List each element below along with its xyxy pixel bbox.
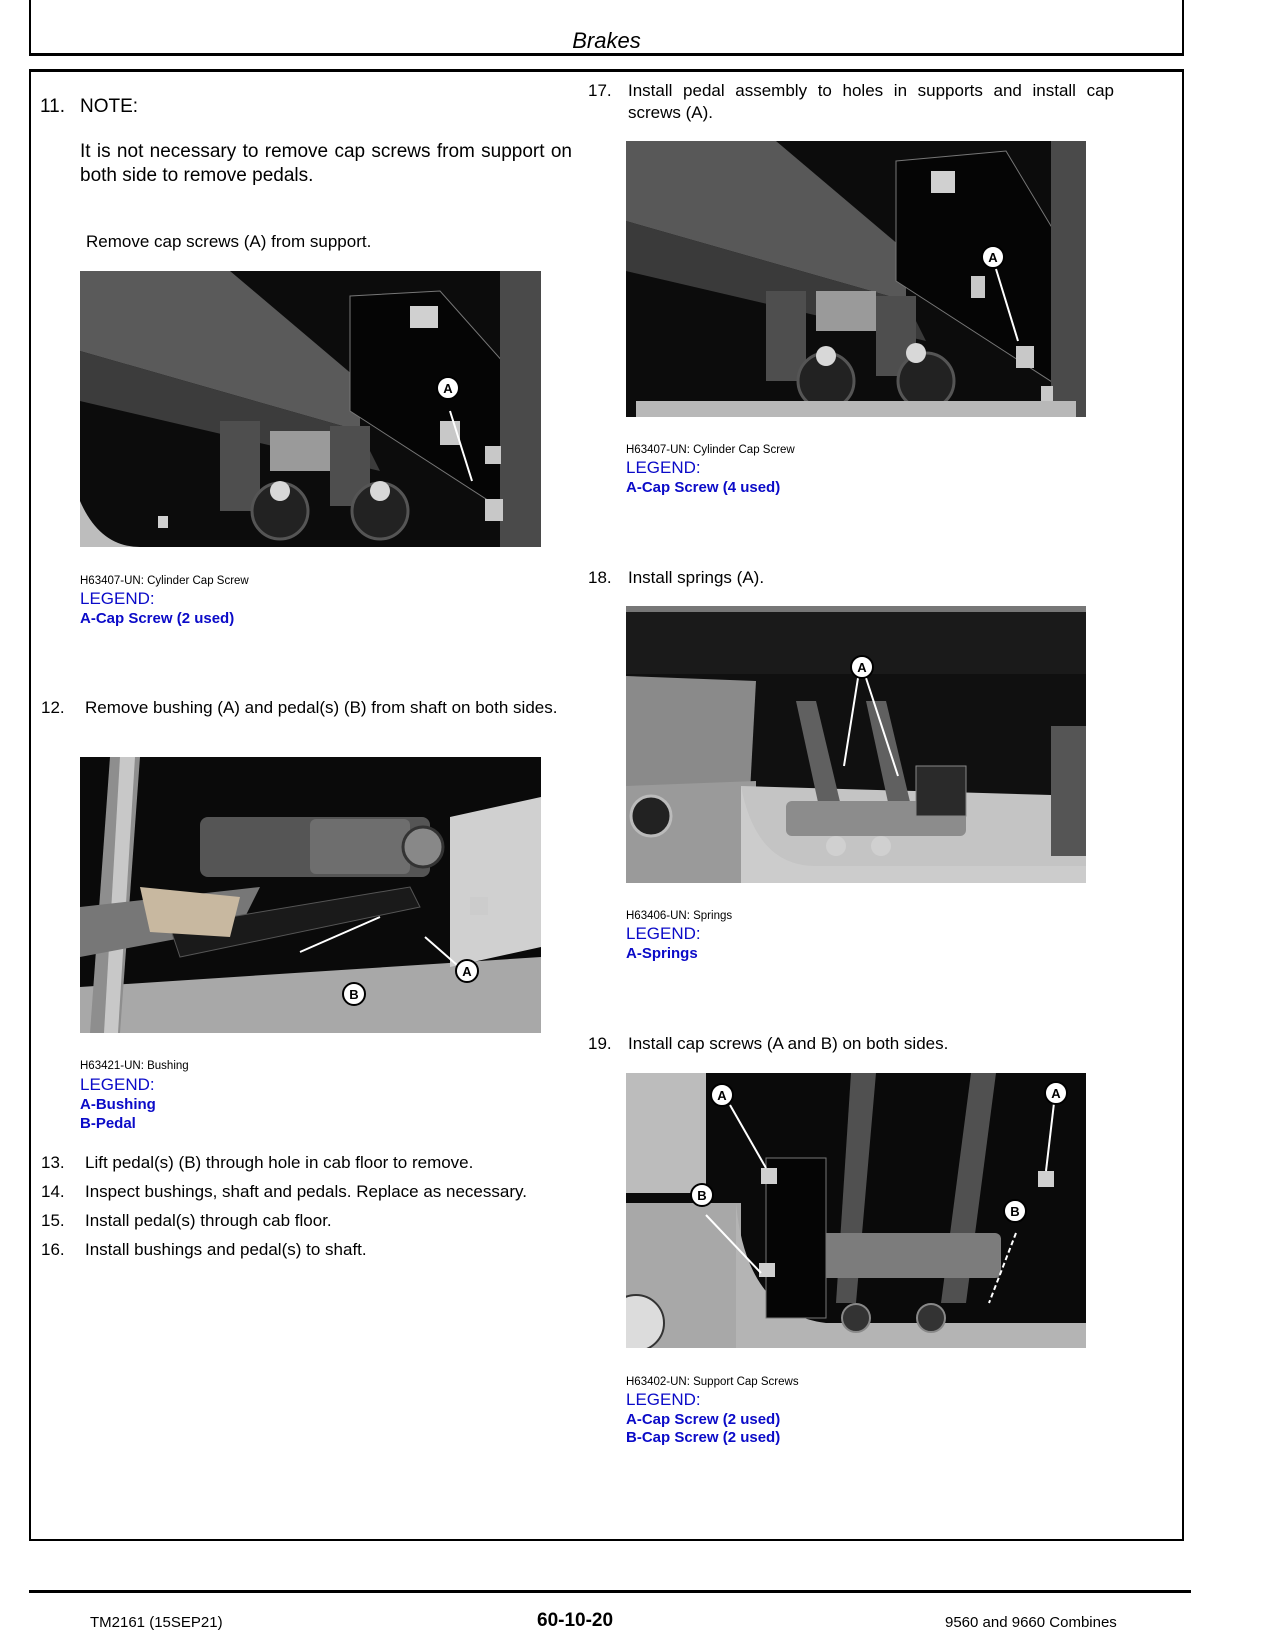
step-11-instruction: Remove cap screws (A) from support. xyxy=(86,232,372,251)
photo-springs xyxy=(626,606,1086,883)
figure-bushing xyxy=(80,757,541,1033)
legend-title: LEGEND: xyxy=(80,589,155,608)
legend-title: LEGEND: xyxy=(626,1390,701,1409)
figure-caption: H63421-UN: Bushing xyxy=(80,1060,189,1072)
step-11-header xyxy=(40,96,580,118)
step-number: 12. xyxy=(41,698,65,717)
legend-item: A-Cap Screw (4 used) xyxy=(626,479,781,496)
figure-caption: H63402-UN: Support Cap Screws xyxy=(626,1376,799,1388)
step-number: 14. xyxy=(41,1182,65,1201)
photo-support-cap-screws xyxy=(626,1073,1086,1348)
step-text: Remove bushing (A) and pedal(s) (B) from shaft on both sides. xyxy=(85,698,558,717)
figure-caption: H63406-UN: Springs xyxy=(626,910,733,922)
legend-item: A-Cap Screw (2 used) xyxy=(80,610,235,627)
legend-item: A-Bushing xyxy=(80,1096,156,1113)
step-text: Install bushings and pedal(s) to shaft. xyxy=(85,1240,367,1259)
callout-a: A xyxy=(443,381,453,396)
legend-item: A-Springs xyxy=(626,945,698,962)
step-18 xyxy=(588,567,1114,589)
footer-divider xyxy=(29,1590,1191,1593)
callout-a: A xyxy=(988,250,998,265)
photo-pedal-assembly xyxy=(626,141,1086,417)
step-number: 11. xyxy=(40,96,66,117)
photo-bushing-pedal xyxy=(80,757,541,1033)
step-19 xyxy=(588,1033,1114,1055)
callout-a: A xyxy=(857,660,867,675)
figure-caption: H63407-UN: Cylinder Cap Screw xyxy=(626,444,795,456)
legend-item: B-Cap Screw (2 used) xyxy=(626,1429,781,1446)
step-number: 19. xyxy=(588,1034,612,1053)
figure-caption: H63407-UN: Cylinder Cap Screw xyxy=(80,575,249,587)
legend-title: LEGEND: xyxy=(626,458,701,477)
figure-cylinder-cap-screw-left xyxy=(80,271,541,547)
callout-a: A xyxy=(717,1088,727,1103)
photo-pedal-support xyxy=(80,271,541,547)
step-text: Lift pedal(s) (B) through hole in cab floor to remove. xyxy=(85,1153,474,1172)
step-number: 16. xyxy=(41,1240,65,1259)
legend-item: A-Cap Screw (2 used) xyxy=(626,1411,781,1428)
figure-springs xyxy=(626,606,1086,883)
legend-title: LEGEND: xyxy=(626,924,701,943)
callout-b: B xyxy=(1010,1204,1020,1219)
page-header xyxy=(29,0,1184,56)
section-title: Brakes xyxy=(572,28,641,53)
figure-cylinder-cap-screw-right xyxy=(626,141,1086,417)
step-17 xyxy=(588,80,1114,124)
step-text: Inspect bushings, shaft and pedals. Replace as necessary. xyxy=(85,1182,527,1201)
step-12 xyxy=(41,697,572,741)
step-text: Install pedal assembly to holes in supports and install cap screws (A). xyxy=(628,81,1114,122)
callout-a: A xyxy=(462,964,472,979)
step-number: 18. xyxy=(588,568,612,587)
step-15 xyxy=(41,1210,572,1232)
legend-title: LEGEND: xyxy=(80,1075,155,1094)
step-text: Install springs (A). xyxy=(628,568,765,587)
step-text: Install cap screws (A and B) on both sides. xyxy=(628,1034,949,1053)
figure-support-cap-screws xyxy=(626,1073,1086,1348)
step-14 xyxy=(41,1181,572,1203)
step-16 xyxy=(41,1239,572,1261)
step-number: 13. xyxy=(41,1153,65,1172)
document-id: TM2161 (15SEP21) xyxy=(90,1614,223,1631)
callout-b: B xyxy=(349,987,359,1002)
callout-a: A xyxy=(1051,1086,1061,1101)
note-text: It is not necessary to remove cap screws from support on both side to remove pedals. xyxy=(80,141,572,186)
legend-item: B-Pedal xyxy=(80,1115,136,1132)
note-label: NOTE: xyxy=(80,96,139,117)
callout-b: B xyxy=(697,1188,707,1203)
step-number: 17. xyxy=(588,81,612,100)
product-name: 9560 and 9660 Combines xyxy=(945,1614,1117,1631)
page-number: 60-10-20 xyxy=(537,1610,614,1631)
step-13 xyxy=(41,1152,572,1174)
step-number: 15. xyxy=(41,1211,65,1230)
step-text: Install pedal(s) through cab floor. xyxy=(85,1211,332,1230)
